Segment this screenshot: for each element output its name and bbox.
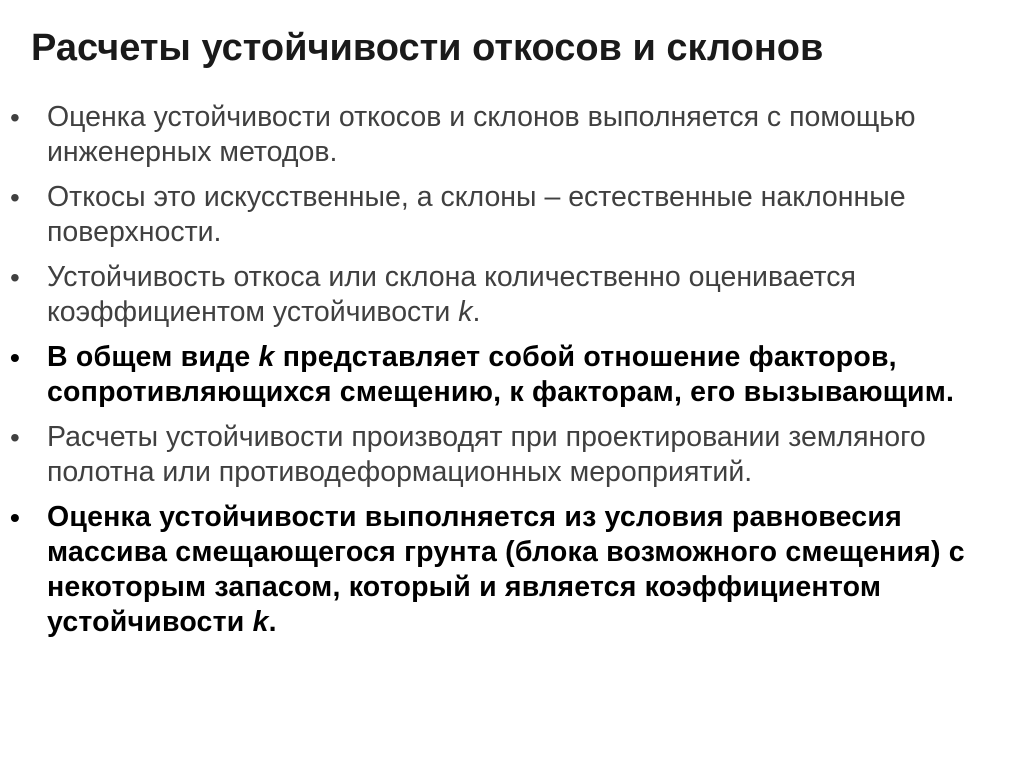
bullet-text: [47, 340, 1004, 410]
bullet-text: [47, 500, 1004, 640]
bullet-icon: •: [10, 422, 20, 453]
bullet-item-6: [0, 500, 1024, 640]
bullet-variable: k: [252, 606, 269, 638]
bullet-text-part: представляет собой отношение факторов, сопротивляющихся смещению, к факторам, его вызывающим.: [47, 341, 955, 408]
bullet-text-part: Откосы это искусственные, а склоны – естественные наклонные поверхности.: [47, 181, 906, 248]
bullet-text: [47, 420, 1004, 490]
bullet-icon: •: [10, 102, 20, 133]
bullet-text: [47, 100, 1004, 170]
bullet-text: [47, 260, 1004, 330]
bullet-variable: k: [458, 296, 473, 328]
bullet-icon: •: [10, 502, 20, 533]
bullet-icon: •: [10, 182, 20, 213]
bullet-text: [47, 180, 1004, 250]
bullet-text-part: Устойчивость откоса или склона количественно оценивается коэффициентом устойчивости: [47, 261, 856, 328]
bullet-icon: •: [10, 262, 20, 293]
bullet-item-5: [0, 420, 1024, 490]
bullet-variable: k: [258, 341, 275, 373]
bullet-item-3: [0, 260, 1024, 330]
bullet-text-part: Оценка устойчивости выполняется из условия равновесия массива смещающегося грунта (блока возможного смещения) с некоторым запасом, который и является коэффициентом устойчивости: [47, 501, 965, 638]
bullet-item-2: [0, 180, 1024, 250]
bullet-list: [0, 100, 1024, 650]
bullet-text-part: В общем виде: [47, 341, 259, 373]
bullet-item-1: [0, 100, 1024, 170]
bullet-icon: •: [10, 342, 20, 373]
bullet-text-part: .: [268, 606, 277, 638]
bullet-text-part: .: [472, 296, 481, 328]
bullet-item-4: [0, 340, 1024, 410]
bullet-text-part: Расчеты устойчивости производят при проектировании земляного полотна или противодеформационных мероприятий.: [47, 421, 926, 488]
slide-title: Расчеты устойчивости откосов и склонов: [31, 27, 824, 69]
bullet-text-part: Оценка устойчивости откосов и склонов выполняется с помощью инженерных методов.: [47, 101, 916, 168]
